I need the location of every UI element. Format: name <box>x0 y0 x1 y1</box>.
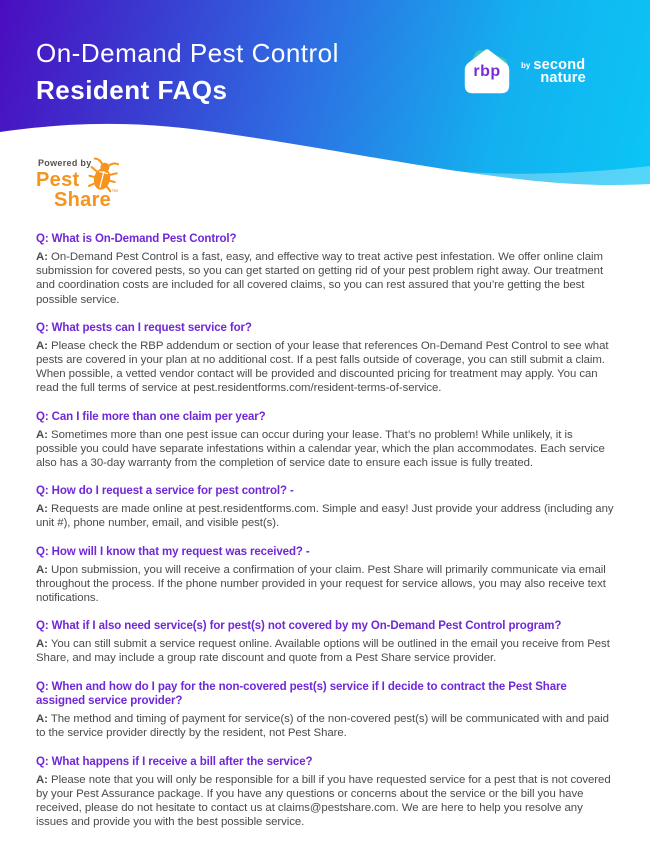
trademark-symbol: ™ <box>111 189 119 196</box>
faq-answer <box>36 637 614 665</box>
byline-text: by <box>521 61 531 70</box>
faq-answer <box>36 563 614 606</box>
answer-prefix: A: <box>36 251 48 263</box>
second-nature-text <box>533 59 586 84</box>
second-nature-line2: nature <box>540 69 586 86</box>
pest-share-word-pest: Pest <box>36 169 80 191</box>
faq-item <box>36 232 614 307</box>
faq-item <box>36 321 614 396</box>
faq-answer <box>36 339 614 396</box>
rbp-logo-text: rbp <box>473 63 501 80</box>
answer-prefix: A: <box>36 713 48 726</box>
faq-question: Q: What if I also need service(s) for pest(s) not covered by my On-Demand Pest Control program? <box>36 620 562 633</box>
answer-text: Sometimes more than one pest issue can occur during your lease. That’s no problem! While unlikely, it is possible you could have separate infestations within a calendar year, which the plan accommodates. Each service also has a 30-day warranty from the completion of service date to ensure each issue is fully treated. <box>36 428 605 470</box>
faq-question: Q: How do I request a service for pest control? - <box>36 485 294 498</box>
answer-text: You can still submit a service request online. Available options will be outlined in the email you receive from Pest Share, and may include a group rate discount and quote from a Pest Share service provider. <box>36 638 610 665</box>
faq-item <box>36 410 614 471</box>
page-title: On-Demand Pest Control <box>36 38 339 68</box>
faq-answer <box>36 502 614 530</box>
faq-item <box>36 545 614 606</box>
answer-text: Please check the RBP addendum or section of your lease that references On-Demand Pest Control to see what pests are covered in your plan at no additional cost. If a pest falls outside of coverage, you can still submit a claim. When possible, a vetted vendor contact will be provided and discounted pricing for treatment may apply. You can read the full terms of service at pest.residentforms.com/resident-terms-of-service. <box>36 339 609 395</box>
answer-text: Upon submission, you will receive a confirmation of your claim. Pest Share will primarily communicate via email throughout the process. If the phone number provided in your request for service allows, you may also receive text notifications. <box>36 563 606 605</box>
faq-answer <box>36 773 614 830</box>
faq-question: Q: Can I file more than one claim per year? <box>36 410 266 423</box>
faq-question: Q: What is On-Demand Pest Control? <box>36 233 237 245</box>
answer-prefix: A: <box>36 503 48 516</box>
answer-text: Please note that you will only be responsible for a bill if you have requested service for a pest that is not covered by your Pest Assurance package. If you have any questions or concerns about the service or the bill you have received, please do not hesitate to contact us at claims@pestshare.com. We are here to help you resolve any issues and provide you with the best possible service. <box>36 773 611 829</box>
answer-text: On-Demand Pest Control is a fast, easy, and effective way to treat active pest infestation. We offer online claim submission for covered pests, so you can get started on getting rid of your pest problem right away. Our treatment and coordination costs are included for all covered claims, so you can rest assured that you’re getting the best possible service. <box>36 251 604 306</box>
faq-question: Q: What pests can I request service for? <box>36 321 252 334</box>
page-subtitle: Resident FAQs <box>36 75 228 105</box>
faq-item <box>36 619 614 665</box>
rbp-second-nature-logo <box>462 45 586 98</box>
answer-text: Requests are made online at pest.residentforms.com. Simple and easy! Just provide your address (including any unit #), phone number, email, and visible pest(s). <box>36 503 614 530</box>
faq-item <box>36 755 614 830</box>
second-nature-line1: second <box>533 57 586 73</box>
faq-question: Q: How will I know that my request was received? - <box>36 545 310 558</box>
faq-item <box>36 680 614 741</box>
second-nature-wordmark <box>521 45 586 84</box>
pest-share-word-share: Share™ <box>54 189 119 211</box>
answer-text: The method and timing of payment for service(s) of the non-covered pest(s) will be communicated with and paid to the service provider directly by the resident, not Pest Share. <box>36 713 609 740</box>
faq-question: Q: When and how do I pay for the non-covered pest(s) service if I decide to contract the Pest Share assigned service provider? <box>36 680 567 708</box>
answer-prefix: A: <box>36 428 48 441</box>
answer-prefix: A: <box>36 563 48 576</box>
faq-answer <box>36 428 614 471</box>
answer-prefix: A: <box>36 339 48 352</box>
answer-prefix: A: <box>36 638 48 651</box>
faq-answer <box>36 250 614 307</box>
powered-by-label: Powered by <box>38 158 92 168</box>
answer-prefix: A: <box>36 773 48 786</box>
pest-share-logo <box>36 158 176 220</box>
faq-item <box>36 484 614 530</box>
rbp-house-icon <box>462 45 512 98</box>
faq-question: Q: What happens if I receive a bill after the service? <box>36 755 313 768</box>
faq-answer <box>36 712 614 740</box>
faq-list <box>36 232 614 841</box>
